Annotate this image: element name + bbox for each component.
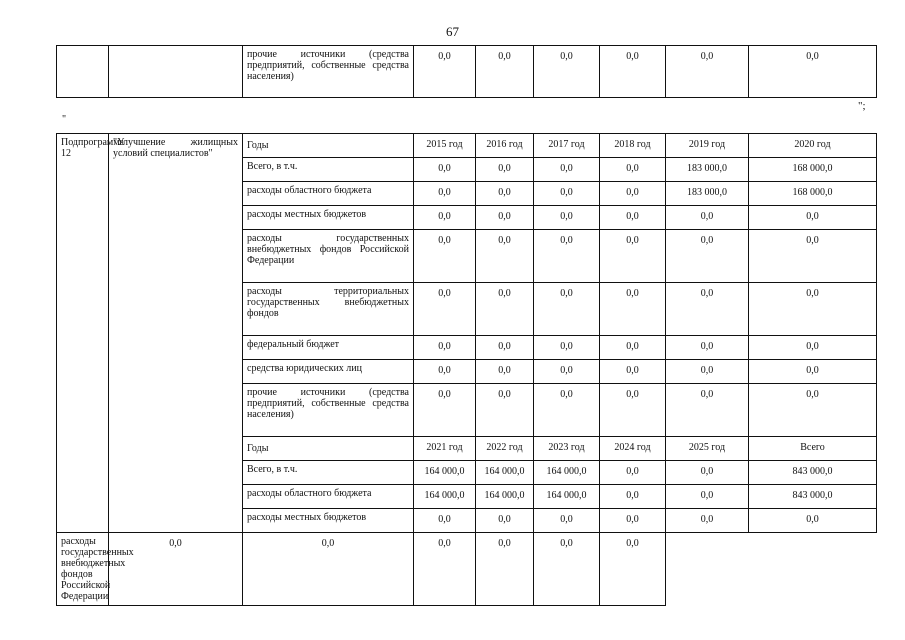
value-cell: 0,0 [476, 182, 534, 206]
value-cell: 0,0 [476, 158, 534, 182]
value-cell: 0,0 [534, 182, 600, 206]
value-cell: 0,0 [243, 533, 414, 606]
value-cell: 0,0 [534, 283, 600, 336]
table-row [57, 533, 877, 606]
value-cell: 0,0 [534, 509, 600, 533]
year-header: 2019 год [666, 134, 749, 158]
value-cell: 0,0 [600, 206, 666, 230]
value-cell: 0,0 [666, 461, 749, 485]
value-cell: 0,0 [749, 384, 877, 437]
value-cell: 183 000,0 [666, 182, 749, 206]
value-cell: 0,0 [534, 533, 600, 606]
year-header: 2023 год [534, 437, 600, 461]
value-cell: 0,0 [600, 360, 666, 384]
value-cell: 0,0 [476, 230, 534, 283]
subprogram-code: Подпрограмма 12 [57, 134, 109, 533]
subprogram-title: "Улучшение жилищных условий специалистов" [109, 134, 243, 533]
value-cell: 168 000,0 [749, 158, 877, 182]
row-label: средства юридических лиц [243, 360, 414, 384]
value-cell: 0,0 [600, 158, 666, 182]
row-label: расходы государственных внебюджетных фондов Российской Федерации [243, 230, 414, 283]
value-cell: 0,0 [414, 206, 476, 230]
value-cell: 0,0 [414, 360, 476, 384]
value-cell: 0,0 [534, 206, 600, 230]
value-cell: 0,0 [600, 230, 666, 283]
value-cell: 0,0 [414, 384, 476, 437]
value-cell: 0,0 [534, 46, 600, 98]
value-cell: 0,0 [600, 485, 666, 509]
value-cell: 0,0 [476, 509, 534, 533]
value-cell: 183 000,0 [666, 158, 749, 182]
row-label: расходы областного бюджета [243, 485, 414, 509]
value-cell: 0,0 [600, 533, 666, 606]
value-cell: 0,0 [666, 360, 749, 384]
value-cell: 0,0 [414, 283, 476, 336]
value-cell: 843 000,0 [749, 485, 877, 509]
row-label: расходы областного бюджета [243, 182, 414, 206]
year-header: 2018 год [600, 134, 666, 158]
value-cell: 0,0 [666, 336, 749, 360]
row-label: прочие источники (средства предприятий, собственные средства населения) [243, 46, 414, 98]
value-cell: 0,0 [600, 384, 666, 437]
value-cell: 0,0 [534, 384, 600, 437]
year-header: 2015 год [414, 134, 476, 158]
years-header-label: Годы [243, 134, 414, 158]
value-cell: 0,0 [414, 509, 476, 533]
value-cell: 0,0 [414, 533, 476, 606]
value-cell: 0,0 [749, 283, 877, 336]
value-cell: 0,0 [666, 283, 749, 336]
page-number: 67 [446, 24, 459, 39]
value-cell: 0,0 [476, 336, 534, 360]
value-cell: 0,0 [476, 46, 534, 98]
value-cell: 0,0 [666, 485, 749, 509]
value-cell: 164 000,0 [414, 461, 476, 485]
value-cell: 0,0 [600, 46, 666, 98]
value-cell: 0,0 [749, 46, 877, 98]
value-cell: 0,0 [749, 336, 877, 360]
value-cell: 0,0 [749, 230, 877, 283]
year-header: 2021 год [414, 437, 476, 461]
year-header: 2022 год [476, 437, 534, 461]
year-header: 2024 год [600, 437, 666, 461]
value-cell: 0,0 [476, 283, 534, 336]
value-cell: 0,0 [600, 461, 666, 485]
opening-quote: " [62, 114, 67, 125]
row-label: Всего, в т.ч. [243, 461, 414, 485]
row-label: федеральный бюджет [243, 336, 414, 360]
value-cell: 0,0 [534, 158, 600, 182]
value-cell: 0,0 [476, 206, 534, 230]
row-label: расходы территориальных государственных внебюджетных фондов [243, 283, 414, 336]
value-cell: 0,0 [666, 206, 749, 230]
closing-quote: "; [858, 100, 866, 112]
value-cell: 0,0 [666, 46, 749, 98]
value-cell: 168 000,0 [749, 182, 877, 206]
value-cell: 0,0 [666, 230, 749, 283]
value-cell: 0,0 [476, 384, 534, 437]
value-cell: 0,0 [414, 182, 476, 206]
value-cell: 0,0 [600, 509, 666, 533]
empty-cell [109, 46, 243, 98]
row-label: расходы местных бюджетов [243, 206, 414, 230]
value-cell: 164 000,0 [534, 461, 600, 485]
year-header: 2025 год [666, 437, 749, 461]
table-header-row [57, 134, 877, 158]
value-cell: 0,0 [414, 230, 476, 283]
value-cell: 0,0 [600, 182, 666, 206]
value-cell: 164 000,0 [414, 485, 476, 509]
year-header: 2016 год [476, 134, 534, 158]
value-cell: 0,0 [666, 384, 749, 437]
value-cell: 164 000,0 [534, 485, 600, 509]
continued-table [56, 45, 877, 98]
table-row [57, 46, 877, 98]
value-cell: 164 000,0 [476, 461, 534, 485]
row-label: Всего, в т.ч. [243, 158, 414, 182]
value-cell: 0,0 [109, 533, 243, 606]
row-label: прочие источники (средства предприятий, собственные средства населения) [243, 384, 414, 437]
value-cell: 0,0 [476, 360, 534, 384]
years-header-label: Годы [243, 437, 414, 461]
year-header: 2017 год [534, 134, 600, 158]
value-cell: 0,0 [600, 283, 666, 336]
value-cell: 0,0 [600, 336, 666, 360]
value-cell: 0,0 [666, 509, 749, 533]
value-cell: 843 000,0 [749, 461, 877, 485]
year-header: Всего [749, 437, 877, 461]
empty-cell [57, 46, 109, 98]
value-cell: 0,0 [749, 206, 877, 230]
row-label: расходы местных бюджетов [243, 509, 414, 533]
value-cell: 0,0 [534, 230, 600, 283]
value-cell: 164 000,0 [476, 485, 534, 509]
value-cell: 0,0 [414, 336, 476, 360]
row-label: расходы государственных внебюджетных фондов Российской Федерации [57, 533, 109, 606]
value-cell: 0,0 [534, 336, 600, 360]
value-cell: 0,0 [414, 46, 476, 98]
value-cell: 0,0 [749, 360, 877, 384]
value-cell: 0,0 [414, 158, 476, 182]
value-cell: 0,0 [476, 533, 534, 606]
value-cell: 0,0 [749, 509, 877, 533]
value-cell: 0,0 [534, 360, 600, 384]
year-header: 2020 год [749, 134, 877, 158]
subprogram-table [56, 133, 877, 606]
